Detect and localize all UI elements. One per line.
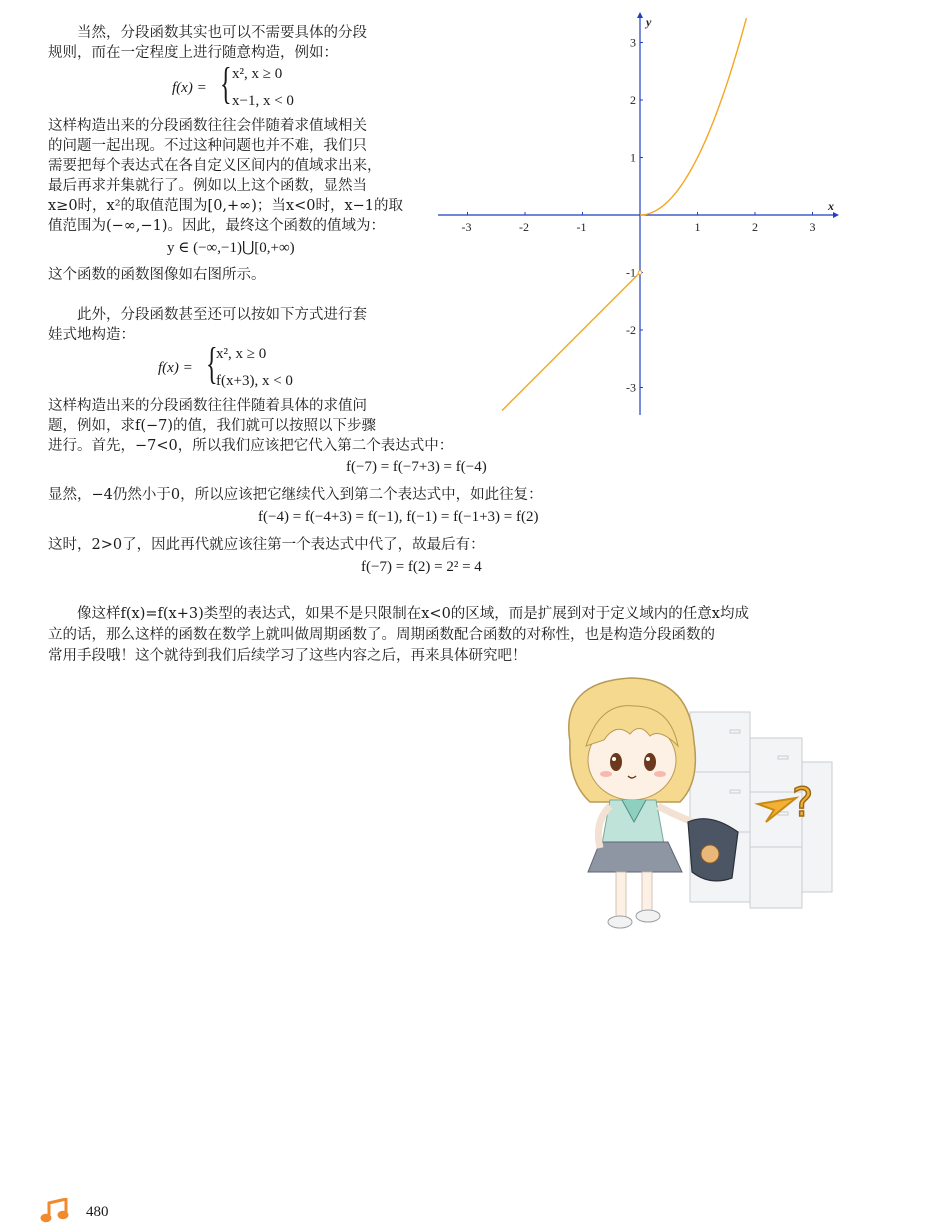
x-tick-label: 1 (694, 220, 701, 234)
para2-line4: 最后再求并集就行了。例如以上这个函数，显然当 (48, 178, 367, 194)
y-axis-label: y (646, 15, 652, 29)
function-graph (438, 10, 848, 420)
x-tick-label: 2 (752, 220, 758, 234)
y-tick-label: -2 (626, 323, 636, 337)
para8-line1: 像这样f(x)=f(x+3)类型的表达式，如果不是只限制在x<0的区域，而是扩展到对于定义域内的任意x均成 (48, 606, 749, 622)
para8-line2: 立的话，那么这样的函数在数学上就叫做周期函数了。周期函数配合函数的对称性，也是构造分段函数的 (48, 627, 715, 643)
x-tick-label: -1 (576, 220, 587, 234)
para3: 这个函数的函数图像如右图所示。 (48, 267, 266, 283)
y-tick-label: 1 (630, 150, 636, 165)
para7: 这时，2>0了，因此再代就应该往第一个表达式中代了，故最后有： (48, 537, 485, 553)
formula2-case2: f(x+3), x < 0 (216, 373, 293, 389)
range-formula: y ∈ (−∞,−1)⋃[0,+∞) (167, 240, 295, 256)
para2-line5: x≥0时，x²的取值范围为[0,+∞)；当x<0时，x−1的取 (48, 198, 404, 214)
para2-line3: 需要把每个表达式在各自定义区间内的值域求出来， (48, 158, 382, 174)
para1-line2: 规则，而在一定程度上进行随意构造，例如： (48, 45, 338, 61)
anime-girl-illustration (560, 672, 840, 942)
graph-curves (502, 18, 746, 410)
formula1-case1: x², x ≥ 0 (232, 66, 283, 82)
para1-line1: 当然，分段函数其实也可以不需要具体的分段 (48, 25, 367, 41)
y-axis-arrow (637, 12, 643, 18)
equation-2: f(−4) = f(−4+3) = f(−1), f(−1) = f(−1+3) = f(2) (258, 509, 539, 525)
para4-line1: 此外，分段函数甚至还可以按如下方式进行套 (48, 307, 367, 323)
question-mark-icon: ? (792, 780, 814, 826)
x-tick-label: -2 (519, 220, 529, 234)
formula2-brace: { (206, 339, 218, 388)
y-tick-label: -1 (626, 265, 636, 280)
para2-line2: 的问题一起出现。不过这种问题也并不难，我们只 (48, 138, 367, 154)
x-tick-label: -3 (461, 220, 472, 234)
x-tick-label: 3 (809, 220, 816, 234)
para5-line1: 这样构造出来的分段函数往往伴随着具体的求值问 (48, 398, 367, 414)
y-tick-label: -3 (626, 380, 636, 395)
graph-axes (438, 12, 839, 415)
formula1-case2: x−1, x < 0 (232, 93, 294, 109)
open-point (638, 271, 642, 275)
page-number: 480 (86, 1204, 109, 1220)
formula2-lhs: f(x) = (158, 360, 193, 376)
x-axis-label: x (828, 199, 834, 213)
music-note-icon (40, 1198, 70, 1224)
para5-line3: 进行。首先，−7<0，所以我们应该把它代入第二个表达式中： (48, 438, 454, 454)
para4-line2: 娃式地构造： (48, 327, 135, 343)
formula1-brace: { (220, 59, 232, 108)
para5-line2: 题，例如，求f(−7)的值，我们就可以按照以下步骤 (48, 418, 377, 434)
series-line-1 (502, 273, 640, 411)
equation-3: f(−7) = f(2) = 2² = 4 (361, 559, 482, 575)
para6: 显然，−4仍然小于0，所以应该把它继续代入到第二个表达式中，如此往复： (48, 487, 543, 503)
para8-line3: 常用手段哦！这个就待到我们后续学习了这些内容之后，再来具体研究吧！ (48, 648, 527, 664)
formula1-lhs: f(x) = (172, 80, 207, 96)
y-tick-label: 3 (630, 35, 636, 50)
para2-line6: 值范围为(−∞,−1)。因此，最终这个函数的值域为： (48, 218, 386, 234)
equation-1: f(−7) = f(−7+3) = f(−4) (346, 459, 487, 475)
formula2-case1: x², x ≥ 0 (216, 346, 267, 362)
para2-line1: 这样构造出来的分段函数往往会伴随着求值域相关 (48, 118, 367, 134)
y-tick-label: 2 (630, 93, 636, 107)
series-line-0 (640, 18, 746, 215)
